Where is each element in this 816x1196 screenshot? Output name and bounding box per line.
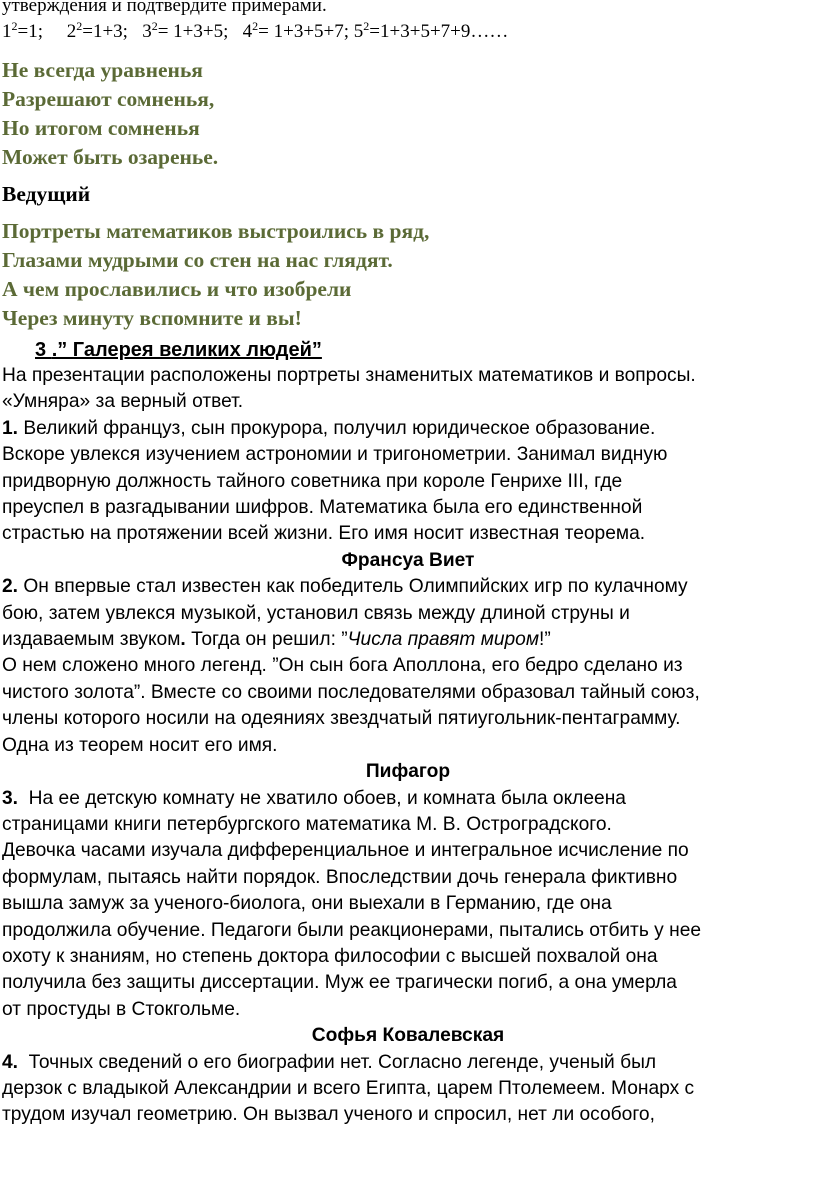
poem-2-line: Глазами мудрыми со стен на нас глядят. <box>2 248 393 272</box>
question-4 <box>2 1050 814 1129</box>
text-line: чистого золота”. Вместе со своими последователями образовал тайный союз, <box>2 681 700 703</box>
speaker-label: Ведущий <box>2 182 91 206</box>
equation-1: $1^2=1$; <box>2 19 43 42</box>
section-title: .” Галерея великих людей” <box>51 339 322 361</box>
quote-italic: Числа правят миром <box>347 629 540 651</box>
question-3 <box>2 786 814 1024</box>
section-number: 3 <box>35 339 52 361</box>
equation-5: $5^2=1+3+5+7+9\dots\dots$ <box>353 19 509 42</box>
text-line: придворную должность тайного советника при короле Генрихе III, где <box>2 470 623 492</box>
text-line: 2. Он впервые стал известен как победитель Олимпийских игр по кулачному <box>2 576 688 598</box>
text-line: На презентации расположены портреты знаменитых математиков и вопросы. <box>2 365 696 386</box>
text-line: вышла замуж за ученого-биолога, они выехали в Германию, где она <box>2 893 612 915</box>
question-number: 2. <box>2 576 19 598</box>
text-line: дерзок с владыкой Александрии и всего Египта, царем Птолемеем. Монарх с <box>2 1077 695 1099</box>
text-line: издаваемым звуком. Тогда он решил: ”Числа правят миром!” <box>2 629 551 651</box>
text-line: страстью на протяжении всей жизни. Его имя носит известная теорема. <box>2 523 646 545</box>
text-line: формулам, пытаясь найти порядок. Впоследствии дочь генерала фиктивно <box>2 866 678 888</box>
poem-1-line: Разрешают сомненья, <box>2 87 215 111</box>
text-line: получила без защиты диссертации. Муж ее трагически погиб, а она умерла <box>2 972 677 994</box>
poem-1 <box>2 56 814 172</box>
text-line: «Умняра» за верный ответ. <box>2 391 244 413</box>
text-line: члены которого носили на одеяниях звездчатый пятиугольник-пентаграмму. <box>2 708 681 730</box>
equations-line <box>2 18 814 46</box>
answer-1: Франсуа Виет <box>341 549 475 571</box>
text-line: от простуды в Стокгольме. <box>2 998 241 1020</box>
poem-1-line: Но итогом сомненья <box>2 116 200 140</box>
poem-2-line: Через минуту вспомните и вы! <box>2 306 302 330</box>
question-number: 3. <box>2 787 19 809</box>
equation-2: $2^2=1+3$; <box>66 19 128 42</box>
text-line: 1. Великий француз, сын прокурора, получил юридическое образование. <box>2 417 656 439</box>
question-number: 4. <box>2 1051 19 1073</box>
answer-2: Пифагор <box>365 761 451 783</box>
text-line: О нем сложено много легенд. ”Он сын бога Аполлона, его бедро сделано из <box>2 655 683 677</box>
text-line: страницами книги петербургского математика М. В. Остроградского. <box>2 813 612 835</box>
text-line: охоту к знаниям, но степень доктора философии с высшей похвалой она <box>2 945 658 967</box>
question-1 <box>2 416 814 548</box>
equation-3: $3^2= 1+3+5$; <box>142 19 229 42</box>
text-line: продолжила обучение. Педагоги были реакционерами, пытались отбить у нее <box>2 919 702 941</box>
text-line: 3. На ее детскую комнату не хватило обоев, и комната была оклеена <box>2 787 626 809</box>
text-line: 4. Точных сведений о его биографии нет. Согласно легенде, ученый был <box>2 1051 657 1073</box>
section-heading <box>2 337 814 363</box>
poem-1-line: Может быть озаренье. <box>2 145 219 169</box>
poem-1-line: Не всегда уравненья <box>2 58 203 82</box>
poem-2-line: А чем прославились и что изобрели <box>2 277 352 301</box>
question-2 <box>2 574 814 759</box>
text-line: Одна из теорем носит его имя. <box>2 734 278 756</box>
text-line: Вскоре увлекся изучением астрономии и тригонометрии. Занимал видную <box>2 444 668 466</box>
text-line: Девочка часами изучала дифференциальное и интегральное исчисление по <box>2 840 689 862</box>
intro-line: утверждения и подтвердите примерами. <box>2 0 327 16</box>
answer-3: Софья Ковалевская <box>311 1025 505 1047</box>
text-line: бою, затем увлекся музыкой, установил связь между длиной струны и <box>2 602 630 624</box>
text-line: преуспел в разгадывании шифров. Математика была его единственной <box>2 497 643 519</box>
equation-4: $4^2= 1+3+5+7$; <box>242 19 350 42</box>
poem-2-line: Портреты математиков выстроились в ряд, <box>2 219 430 243</box>
text-line: трудом изучал геометрию. Он вызвал ученого и спросил, нет ли особого, <box>2 1104 655 1126</box>
document-page <box>2 0 814 1129</box>
poem-2 <box>2 217 814 333</box>
question-number: 1. <box>2 417 19 439</box>
section-intro <box>2 363 814 416</box>
